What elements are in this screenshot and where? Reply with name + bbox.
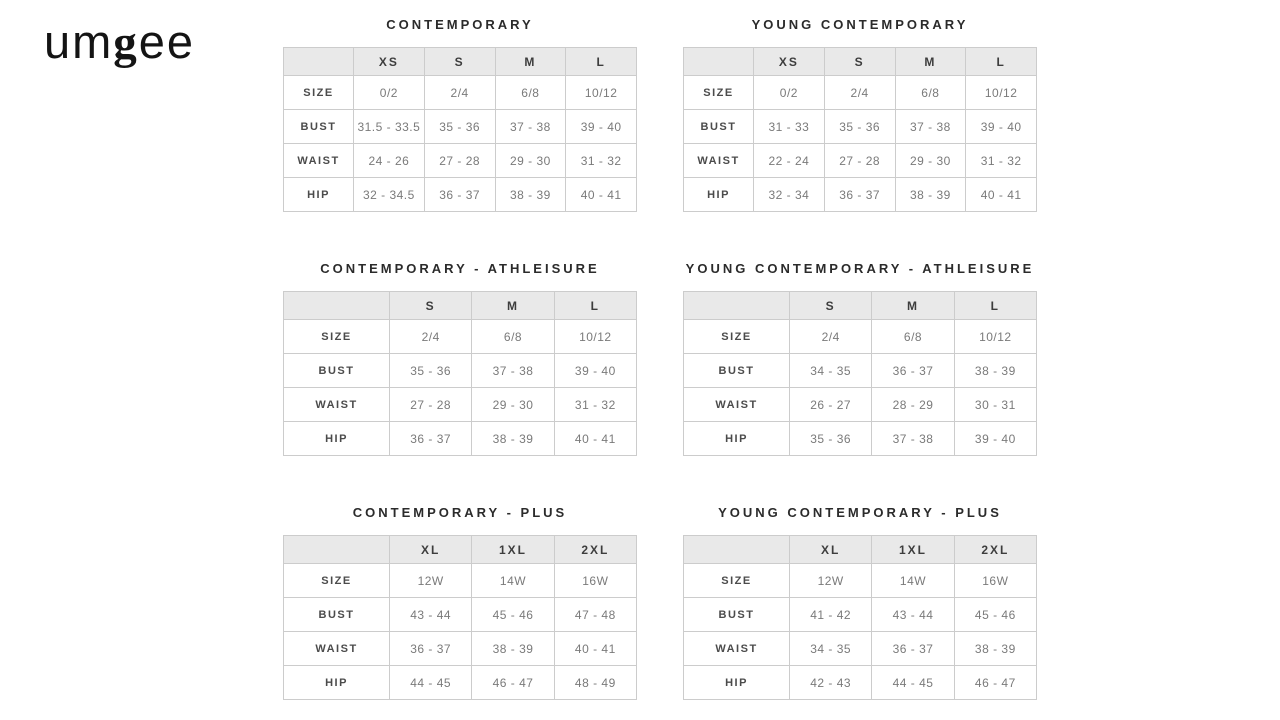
- measurement-value: 40 - 41: [554, 422, 636, 456]
- measurement-value: 37 - 38: [872, 422, 954, 456]
- section-contemporary-plus: [283, 504, 637, 700]
- measurement-value: 29 - 30: [895, 144, 966, 178]
- size-column-header: XS: [754, 48, 825, 76]
- size-column-header: S: [390, 292, 472, 320]
- measure-row-label: WAIST: [684, 632, 790, 666]
- header-row: [684, 48, 1037, 76]
- measurement-value: 10/12: [966, 76, 1037, 110]
- measure-row-label: BUST: [684, 598, 790, 632]
- measure-row-label: BUST: [284, 598, 390, 632]
- measure-row-label: BUST: [684, 110, 754, 144]
- logo-text-part: ee: [138, 15, 196, 68]
- measure-row-label: HIP: [684, 666, 790, 700]
- header-row: [284, 536, 637, 564]
- size-column-header: XS: [354, 48, 425, 76]
- measurement-value: 47 - 48: [554, 598, 636, 632]
- measurement-value: 10/12: [954, 320, 1036, 354]
- measure-row-label: HIP: [684, 178, 754, 212]
- measure-row-label: WAIST: [284, 388, 390, 422]
- size-column-header: S: [824, 48, 895, 76]
- size-column-header: 2XL: [554, 536, 636, 564]
- measurement-value: 38 - 39: [472, 422, 554, 456]
- table-row: [284, 632, 637, 666]
- measurement-value: 39 - 40: [566, 110, 637, 144]
- measurement-value: 35 - 36: [790, 422, 872, 456]
- measurement-value: 0/2: [754, 76, 825, 110]
- table-row: [684, 178, 1037, 212]
- measurement-value: 31 - 32: [566, 144, 637, 178]
- size-column-header: M: [495, 48, 566, 76]
- size-table: [683, 535, 1037, 700]
- size-column-header: M: [472, 292, 554, 320]
- umgee-logo: [44, 16, 195, 70]
- measure-row-label: HIP: [284, 178, 354, 212]
- measurement-value: 39 - 40: [966, 110, 1037, 144]
- measurement-value: 22 - 24: [754, 144, 825, 178]
- measurement-value: 36 - 37: [424, 178, 495, 212]
- measurement-value: 34 - 35: [790, 632, 872, 666]
- measure-row-label: SIZE: [684, 76, 754, 110]
- measurement-value: 6/8: [495, 76, 566, 110]
- table-row: [684, 564, 1037, 598]
- table-row: [284, 354, 637, 388]
- measurement-value: 16W: [954, 564, 1036, 598]
- measurement-value: 38 - 39: [472, 632, 554, 666]
- measurement-value: 2/4: [824, 76, 895, 110]
- size-table: [683, 47, 1037, 212]
- table-row: [684, 388, 1037, 422]
- measure-row-label: HIP: [284, 422, 390, 456]
- measure-row-label: HIP: [684, 422, 790, 456]
- measurement-value: 40 - 41: [966, 178, 1037, 212]
- table-row: [684, 76, 1037, 110]
- measure-row-label: SIZE: [284, 320, 390, 354]
- measurement-value: 29 - 30: [495, 144, 566, 178]
- size-column-header: L: [566, 48, 637, 76]
- size-table: [283, 47, 637, 212]
- measurement-value: 31 - 32: [966, 144, 1037, 178]
- size-table: [283, 291, 637, 456]
- size-column-header: M: [872, 292, 954, 320]
- corner-cell: [684, 292, 790, 320]
- measurement-value: 35 - 36: [824, 110, 895, 144]
- measurement-value: 6/8: [895, 76, 966, 110]
- size-column-header: S: [424, 48, 495, 76]
- measurement-value: 32 - 34: [754, 178, 825, 212]
- measurement-value: 35 - 36: [390, 354, 472, 388]
- measurement-value: 38 - 39: [954, 632, 1036, 666]
- section-contemporary-athleisure: [283, 260, 637, 456]
- measurement-value: 36 - 37: [872, 632, 954, 666]
- table-row: [284, 144, 637, 178]
- table-row: [284, 598, 637, 632]
- measurement-value: 6/8: [472, 320, 554, 354]
- section-contemporary: [283, 16, 637, 212]
- corner-cell: [684, 48, 754, 76]
- measurement-value: 40 - 41: [566, 178, 637, 212]
- measurement-value: 43 - 44: [390, 598, 472, 632]
- size-table: [683, 291, 1037, 456]
- measurement-value: 31 - 32: [554, 388, 636, 422]
- measurement-value: 46 - 47: [954, 666, 1036, 700]
- measurement-value: 37 - 38: [495, 110, 566, 144]
- measure-row-label: SIZE: [684, 564, 790, 598]
- size-table: [283, 535, 637, 700]
- table-row: [684, 110, 1037, 144]
- measurement-value: 36 - 37: [390, 422, 472, 456]
- logo-text-part: g: [113, 17, 139, 69]
- table-row: [284, 388, 637, 422]
- measure-row-label: SIZE: [284, 76, 354, 110]
- measurement-value: 43 - 44: [872, 598, 954, 632]
- corner-cell: [684, 536, 790, 564]
- size-column-header: L: [954, 292, 1036, 320]
- size-column-header: XL: [390, 536, 472, 564]
- measurement-value: 36 - 37: [390, 632, 472, 666]
- header-row: [284, 48, 637, 76]
- measurement-value: 36 - 37: [872, 354, 954, 388]
- corner-cell: [284, 48, 354, 76]
- section-title: YOUNG CONTEMPORARY - ATHLEISURE: [685, 261, 1035, 276]
- measurement-value: 28 - 29: [872, 388, 954, 422]
- header-row: [284, 292, 637, 320]
- measurement-value: 38 - 39: [495, 178, 566, 212]
- measurement-value: 34 - 35: [790, 354, 872, 388]
- measurement-value: 45 - 46: [472, 598, 554, 632]
- table-row: [284, 564, 637, 598]
- measurement-value: 32 - 34.5: [354, 178, 425, 212]
- measurement-value: 24 - 26: [354, 144, 425, 178]
- measurement-value: 14W: [472, 564, 554, 598]
- measurement-value: 44 - 45: [390, 666, 472, 700]
- measurement-value: 39 - 40: [954, 422, 1036, 456]
- table-row: [284, 110, 637, 144]
- measure-row-label: SIZE: [284, 564, 390, 598]
- size-column-header: 2XL: [954, 536, 1036, 564]
- table-row: [284, 666, 637, 700]
- section-young-contemporary: [683, 16, 1037, 212]
- table-row: [684, 144, 1037, 178]
- table-row: [684, 632, 1037, 666]
- measure-row-label: WAIST: [684, 144, 754, 178]
- measure-row-label: WAIST: [684, 388, 790, 422]
- header-row: [684, 536, 1037, 564]
- section-young-contemporary-athleisure: [683, 260, 1037, 456]
- measurement-value: 39 - 40: [554, 354, 636, 388]
- section-title: YOUNG CONTEMPORARY: [751, 17, 969, 32]
- measurement-value: 30 - 31: [954, 388, 1036, 422]
- measurement-value: 31 - 33: [754, 110, 825, 144]
- table-row: [684, 422, 1037, 456]
- size-column-header: XL: [790, 536, 872, 564]
- size-column-header: 1XL: [872, 536, 954, 564]
- table-row: [684, 320, 1037, 354]
- measurement-value: 14W: [872, 564, 954, 598]
- measurement-value: 38 - 39: [895, 178, 966, 212]
- size-column-header: M: [895, 48, 966, 76]
- measure-row-label: BUST: [684, 354, 790, 388]
- corner-cell: [284, 536, 390, 564]
- measurement-value: 6/8: [872, 320, 954, 354]
- section-young-contemporary-plus: [683, 504, 1037, 700]
- measurement-value: 38 - 39: [954, 354, 1036, 388]
- measurement-value: 0/2: [354, 76, 425, 110]
- size-column-header: S: [790, 292, 872, 320]
- measure-row-label: BUST: [284, 354, 390, 388]
- measurement-value: 2/4: [390, 320, 472, 354]
- measure-row-label: BUST: [284, 110, 354, 144]
- table-row: [284, 178, 637, 212]
- measurement-value: 10/12: [566, 76, 637, 110]
- measurement-value: 10/12: [554, 320, 636, 354]
- measure-row-label: WAIST: [284, 632, 390, 666]
- measurement-value: 27 - 28: [424, 144, 495, 178]
- measurement-value: 37 - 38: [472, 354, 554, 388]
- measurement-value: 29 - 30: [472, 388, 554, 422]
- logo-text-part: um: [44, 15, 114, 68]
- measurement-value: 27 - 28: [824, 144, 895, 178]
- measurement-value: 40 - 41: [554, 632, 636, 666]
- measurement-value: 2/4: [790, 320, 872, 354]
- measurement-value: 35 - 36: [424, 110, 495, 144]
- section-title: YOUNG CONTEMPORARY - PLUS: [718, 505, 1002, 520]
- size-column-header: 1XL: [472, 536, 554, 564]
- table-row: [284, 76, 637, 110]
- table-row: [684, 354, 1037, 388]
- measure-row-label: SIZE: [684, 320, 790, 354]
- measurement-value: 42 - 43: [790, 666, 872, 700]
- measurement-value: 2/4: [424, 76, 495, 110]
- measurement-value: 16W: [554, 564, 636, 598]
- section-title: CONTEMPORARY - PLUS: [352, 505, 568, 520]
- measurement-value: 44 - 45: [872, 666, 954, 700]
- size-column-header: L: [554, 292, 636, 320]
- size-column-header: L: [966, 48, 1037, 76]
- measurement-value: 48 - 49: [554, 666, 636, 700]
- section-title: CONTEMPORARY - ATHLEISURE: [320, 261, 600, 276]
- measurement-value: 37 - 38: [895, 110, 966, 144]
- table-row: [684, 598, 1037, 632]
- measurement-value: 36 - 37: [824, 178, 895, 212]
- table-row: [284, 320, 637, 354]
- table-row: [284, 422, 637, 456]
- measurement-value: 46 - 47: [472, 666, 554, 700]
- header-row: [684, 292, 1037, 320]
- measurement-value: 41 - 42: [790, 598, 872, 632]
- measurement-value: 12W: [790, 564, 872, 598]
- table-row: [684, 666, 1037, 700]
- section-title: CONTEMPORARY: [386, 17, 534, 32]
- measurement-value: 26 - 27: [790, 388, 872, 422]
- measurement-value: 45 - 46: [954, 598, 1036, 632]
- measurement-value: 31.5 - 33.5: [354, 110, 425, 144]
- measurement-value: 12W: [390, 564, 472, 598]
- corner-cell: [284, 292, 390, 320]
- measure-row-label: HIP: [284, 666, 390, 700]
- measurement-value: 27 - 28: [390, 388, 472, 422]
- measure-row-label: WAIST: [284, 144, 354, 178]
